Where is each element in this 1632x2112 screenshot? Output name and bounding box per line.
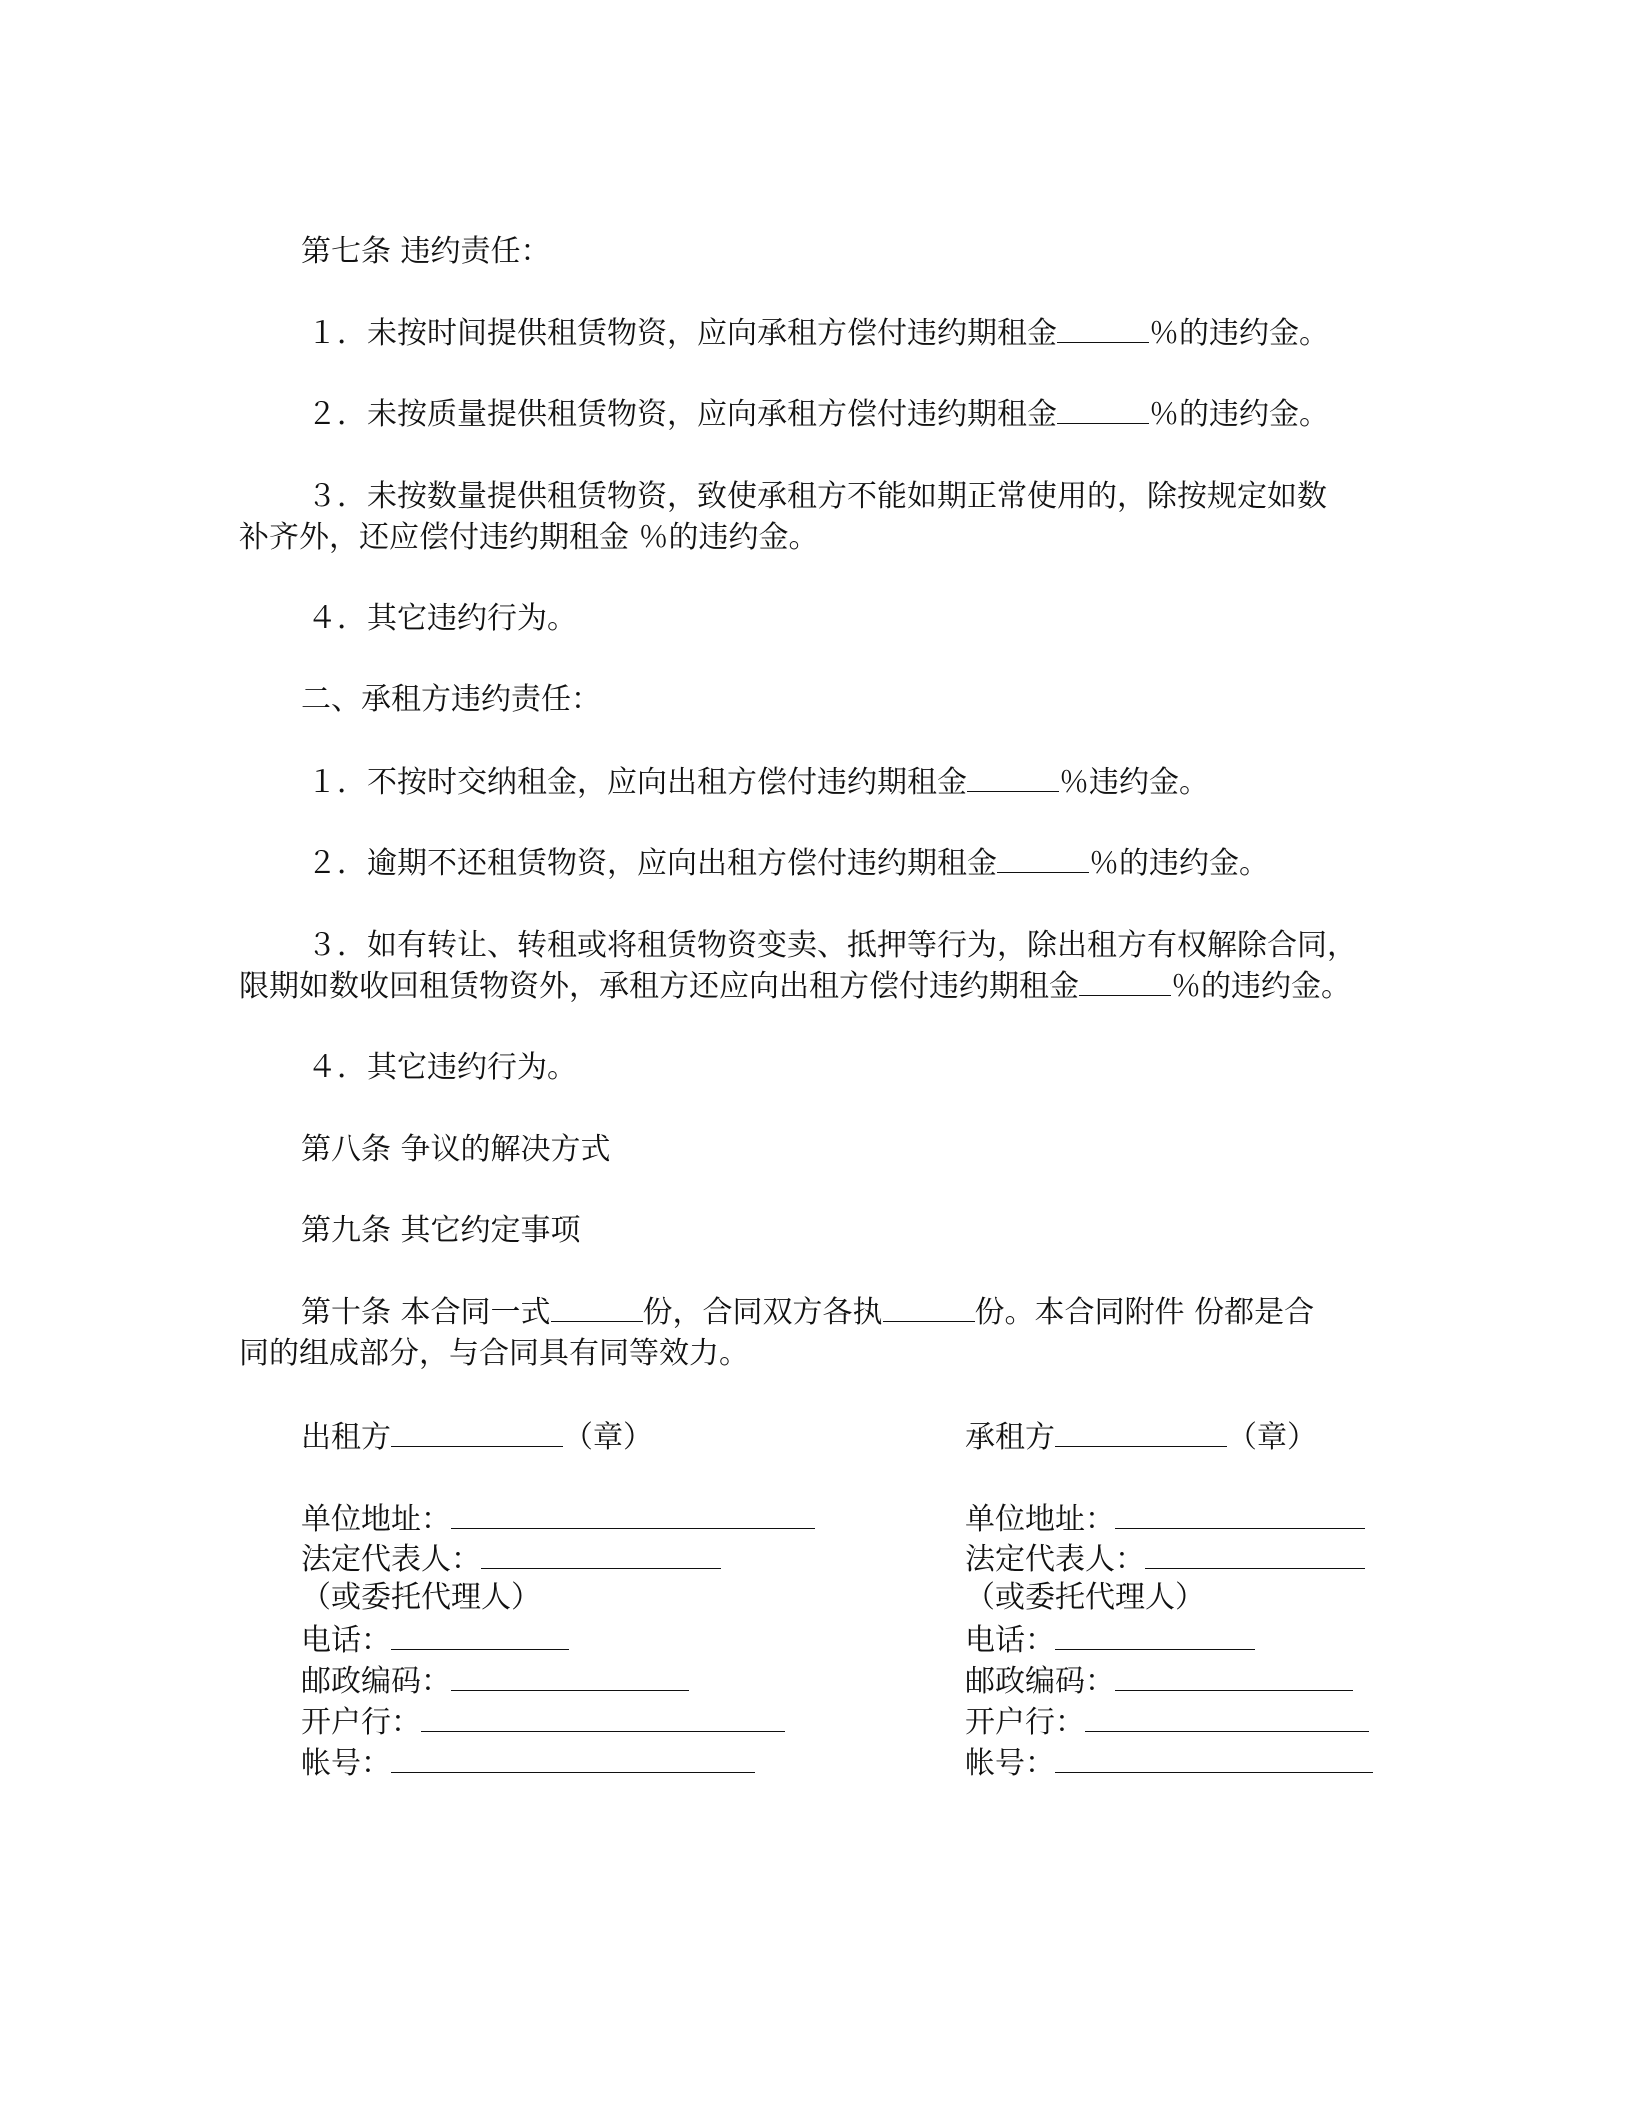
lessee-item-3-line-2 xyxy=(239,967,1351,1007)
lessee-account-line xyxy=(965,1742,1373,1784)
fill-blank[interactable] xyxy=(967,763,1059,792)
lessor-postcode-label: 邮政编码： xyxy=(301,1664,451,1699)
fill-blank[interactable] xyxy=(997,844,1089,873)
lessor-name-field[interactable] xyxy=(391,1416,563,1447)
lessee-postcode-label: 邮政编码： xyxy=(965,1664,1115,1699)
fill-blank[interactable] xyxy=(1057,314,1149,343)
lessee-bank-field[interactable] xyxy=(1085,1701,1369,1732)
lessor-seal: （章） xyxy=(563,1420,653,1455)
item-text: １．未按时间提供租赁物资，应向承租方偿付违约期租金 xyxy=(307,316,1057,351)
article-7-item-1 xyxy=(307,314,1329,354)
lessee-liability-heading: 二、承租方违约责任： xyxy=(301,682,601,717)
lessee-phone-line xyxy=(965,1619,1255,1661)
lessor-postcode-line xyxy=(301,1660,689,1702)
lessor-postcode-field[interactable] xyxy=(451,1660,689,1691)
article-7-item-3-line-1: ３．未按数量提供租赁物资，致使承租方不能如期正常使用的，除按规定如数 xyxy=(307,479,1327,514)
lessor-bank-label: 开户行： xyxy=(301,1705,421,1740)
lessee-bank-line xyxy=(965,1701,1369,1743)
lessee-postcode-line xyxy=(965,1660,1353,1702)
lessee-legal-rep-line xyxy=(965,1538,1365,1580)
lessor-agent-label: （或委托代理人） xyxy=(301,1580,541,1615)
fill-blank[interactable] xyxy=(551,1293,643,1322)
lessee-name-field[interactable] xyxy=(1055,1416,1227,1447)
article-7-heading: 第七条 违约责任： xyxy=(301,234,551,269)
lessee-item-2 xyxy=(307,844,1269,884)
lessor-address-line xyxy=(301,1498,815,1540)
item-text: ％的违约金。 xyxy=(1171,969,1351,1004)
lessee-postcode-field[interactable] xyxy=(1115,1660,1353,1691)
lessor-account-field[interactable] xyxy=(391,1742,755,1773)
item-text: 份，合同双方各执 xyxy=(642,1295,883,1330)
lessor-phone-label: 电话： xyxy=(301,1623,391,1658)
item-text: 第十条 本合同一式 xyxy=(301,1295,551,1330)
item-text: ％的违约金。 xyxy=(1149,397,1329,432)
article-9: 第九条 其它约定事项 xyxy=(301,1213,581,1248)
lessee-item-4: ４．其它违约行为。 xyxy=(307,1050,577,1085)
lessor-bank-line xyxy=(301,1701,785,1743)
lessee-legal-rep-field[interactable] xyxy=(1145,1538,1365,1569)
lessee-item-3-line-1: ３．如有转让、转租或将租赁物资变卖、抵押等行为，除出租方有权解除合同， xyxy=(307,928,1357,963)
lessee-bank-label: 开户行： xyxy=(965,1705,1085,1740)
lessee-phone-label: 电话： xyxy=(965,1623,1055,1658)
item-text: ２．逾期不还租赁物资，应向出租方偿付违约期租金 xyxy=(307,846,997,881)
lessee-phone-field[interactable] xyxy=(1055,1619,1255,1650)
lessor-legal-rep-label: 法定代表人： xyxy=(301,1542,481,1577)
article-7-item-3-line-2: 补齐外，还应偿付违约期租金 ％的违约金。 xyxy=(239,520,819,555)
lessor-legal-rep-field[interactable] xyxy=(481,1538,721,1569)
fill-blank[interactable] xyxy=(1057,395,1149,424)
lessee-title: 承租方 xyxy=(965,1420,1055,1455)
article-10-line-2: 同的组成部分，与合同具有同等效力。 xyxy=(239,1336,749,1371)
lessor-bank-field[interactable] xyxy=(421,1701,785,1732)
item-text: 限期如数收回租赁物资外，承租方还应向出租方偿付违约期租金 xyxy=(239,969,1079,1004)
lessee-item-1 xyxy=(307,763,1209,803)
lessee-title-line xyxy=(965,1416,1317,1458)
lessor-account-label: 帐号： xyxy=(301,1746,391,1781)
fill-blank[interactable] xyxy=(883,1293,975,1322)
item-text: １．不按时交纳租金，应向出租方偿付违约期租金 xyxy=(307,765,967,800)
lessor-address-field[interactable] xyxy=(451,1498,815,1529)
lessee-legal-rep-label: 法定代表人： xyxy=(965,1542,1145,1577)
lessee-address-line xyxy=(965,1498,1365,1540)
lessor-title-line xyxy=(301,1416,653,1458)
lessee-agent-label: （或委托代理人） xyxy=(965,1580,1205,1615)
item-text: 份。本合同附件 份都是合 xyxy=(974,1295,1315,1330)
article-10-line-1 xyxy=(301,1293,1314,1333)
lessor-phone-field[interactable] xyxy=(391,1619,569,1650)
lessee-seal: （章） xyxy=(1227,1420,1317,1455)
item-text: ％的违约金。 xyxy=(1149,316,1329,351)
lessor-title: 出租方 xyxy=(301,1420,391,1455)
lessor-address-label: 单位地址： xyxy=(301,1502,451,1537)
lessee-account-label: 帐号： xyxy=(965,1746,1055,1781)
lessor-legal-rep-line xyxy=(301,1538,721,1580)
item-text: ％的违约金。 xyxy=(1089,846,1269,881)
lessor-phone-line xyxy=(301,1619,569,1661)
lessee-account-field[interactable] xyxy=(1055,1742,1373,1773)
item-text: ％违约金。 xyxy=(1059,765,1209,800)
lessee-address-label: 单位地址： xyxy=(965,1502,1115,1537)
lessee-address-field[interactable] xyxy=(1115,1498,1365,1529)
article-8: 第八条 争议的解决方式 xyxy=(301,1132,611,1167)
item-text: ２．未按质量提供租赁物资，应向承租方偿付违约期租金 xyxy=(307,397,1057,432)
lessor-account-line xyxy=(301,1742,755,1784)
fill-blank[interactable] xyxy=(1079,967,1171,996)
article-7-item-4: ４．其它违约行为。 xyxy=(307,601,577,636)
article-7-item-2 xyxy=(307,395,1329,435)
